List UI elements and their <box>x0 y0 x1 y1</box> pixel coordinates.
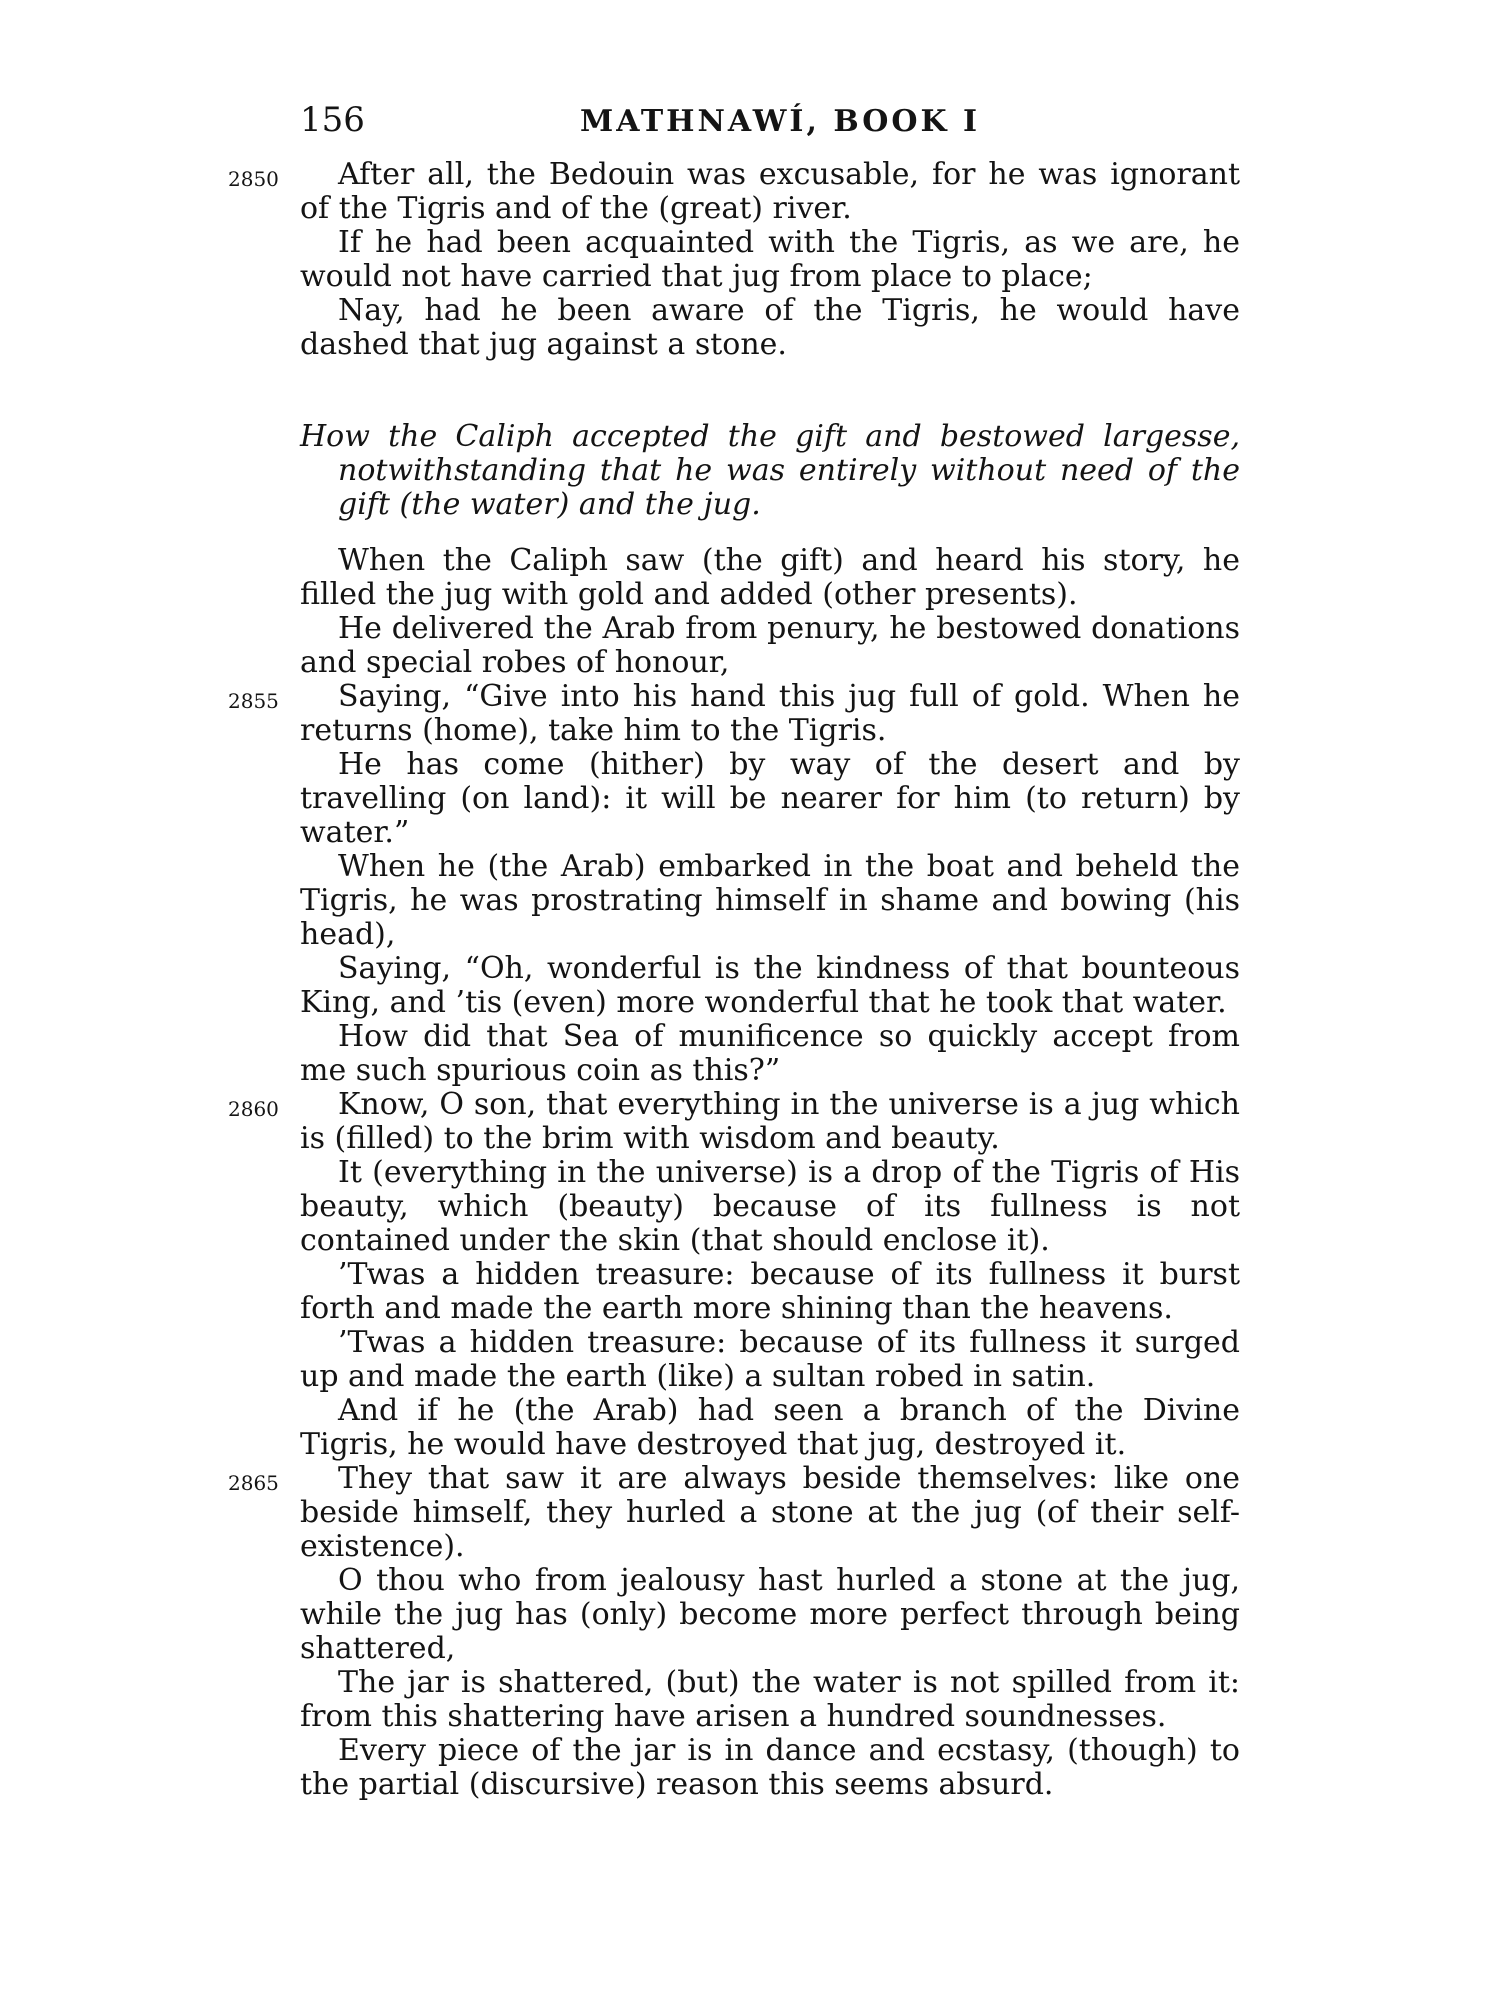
page-number: 156 <box>300 100 365 140</box>
verse-text: If he had been acquainted with the Tigris, as we are, he would not have carried that jug from place to place; <box>300 225 1240 294</box>
running-title: MATHNAWÍ, BOOK I <box>580 104 981 139</box>
verse-line-number: 2860 <box>228 1097 279 1121</box>
verse <box>300 1258 1240 1326</box>
verse-line-number: 2865 <box>228 1471 279 1495</box>
verse-text: Saying, “Give into his hand this jug full of gold. When he returns (home), take him to the Tigris. <box>300 679 1240 748</box>
verse <box>300 294 1240 362</box>
verse-line-number: 2855 <box>228 689 279 713</box>
verse-text: When the Caliph saw (the gift) and heard his story, he filled the jug with gold and added (other presents). <box>300 543 1240 612</box>
verse <box>300 1666 1240 1734</box>
verse <box>300 612 1240 680</box>
verse-text: He delivered the Arab from penury, he bestowed donations and special robes of honour, <box>300 611 1240 680</box>
verse-text: The jar is shattered, (but) the water is not spilled from it: from this shattering have arisen a hundred soundnesses. <box>300 1665 1240 1734</box>
verse <box>300 226 1240 294</box>
verse-text: Know, O son, that everything in the universe is a jug which is (filled) to the brim with wisdom and beauty. <box>300 1087 1240 1156</box>
verse <box>228 157 1240 226</box>
verse <box>300 1020 1240 1088</box>
verse-text: Nay, had he been aware of the Tigris, he would have dashed that jug against a stone. <box>300 293 1240 362</box>
verse <box>300 1734 1240 1802</box>
verse <box>300 952 1240 1020</box>
verse <box>300 1156 1240 1258</box>
verses-after-heading <box>228 543 1240 1802</box>
verse-text: He has come (hither) by way of the desert and by travelling (on land): it will be nearer for him (to return) by water.” <box>300 747 1240 850</box>
verse <box>228 1087 1240 1156</box>
verse-text: Saying, “Oh, wonderful is the kindness of that bounteous King, and ’tis (even) more wonderful that he took that water. <box>300 951 1240 1020</box>
verse <box>300 1326 1240 1394</box>
verse <box>228 1461 1240 1564</box>
verse <box>300 544 1240 612</box>
verse-text: ’Twas a hidden treasure: because of its fullness it burst forth and made the earth more shining than the heavens. <box>300 1257 1240 1326</box>
verse <box>300 1564 1240 1666</box>
verse <box>300 1394 1240 1462</box>
verse-text: ’Twas a hidden treasure: because of its fullness it surged up and made the earth (like) a sultan robed in satin. <box>300 1325 1240 1394</box>
verse <box>300 748 1240 850</box>
running-head <box>300 100 1240 150</box>
verse-line-number: 2850 <box>228 167 279 191</box>
verse-text: How did that Sea of munificence so quickly accept from me such spurious coin as this?” <box>300 1019 1240 1088</box>
section-heading: How the Caliph accepted the gift and bestowed largesse, notwithstanding that he was entirely without need of the gift (the water) and the jug. <box>300 419 1240 522</box>
verse-text: Every piece of the jar is in dance and ecstasy, (though) to the partial (discursive) reason this seems absurd. <box>300 1733 1240 1802</box>
text-block <box>228 157 1240 1802</box>
verse-text: They that saw it are always beside themselves: like one beside himself, they hurled a stone at the jug (of their self-existence). <box>300 1461 1240 1564</box>
verse-text: After all, the Bedouin was excusable, for he was ignorant of the Tigris and of the (great) river. <box>300 157 1240 226</box>
verses-before-heading <box>228 157 1240 362</box>
verse-text: It (everything in the universe) is a drop of the Tigris of His beauty, which (beauty) because of its fullness is not contained under the skin (that should enclose it). <box>300 1155 1240 1258</box>
verse <box>228 679 1240 748</box>
verse-text: And if he (the Arab) had seen a branch of the Divine Tigris, he would have destroyed that jug, destroyed it. <box>300 1393 1240 1462</box>
verse-text: When he (the Arab) embarked in the boat and beheld the Tigris, he was prostrating himself in shame and bowing (his head), <box>300 849 1240 952</box>
verse-text: O thou who from jealousy hast hurled a stone at the jug, while the jug has (only) become more perfect through being shattered, <box>300 1563 1240 1666</box>
verse <box>300 850 1240 952</box>
